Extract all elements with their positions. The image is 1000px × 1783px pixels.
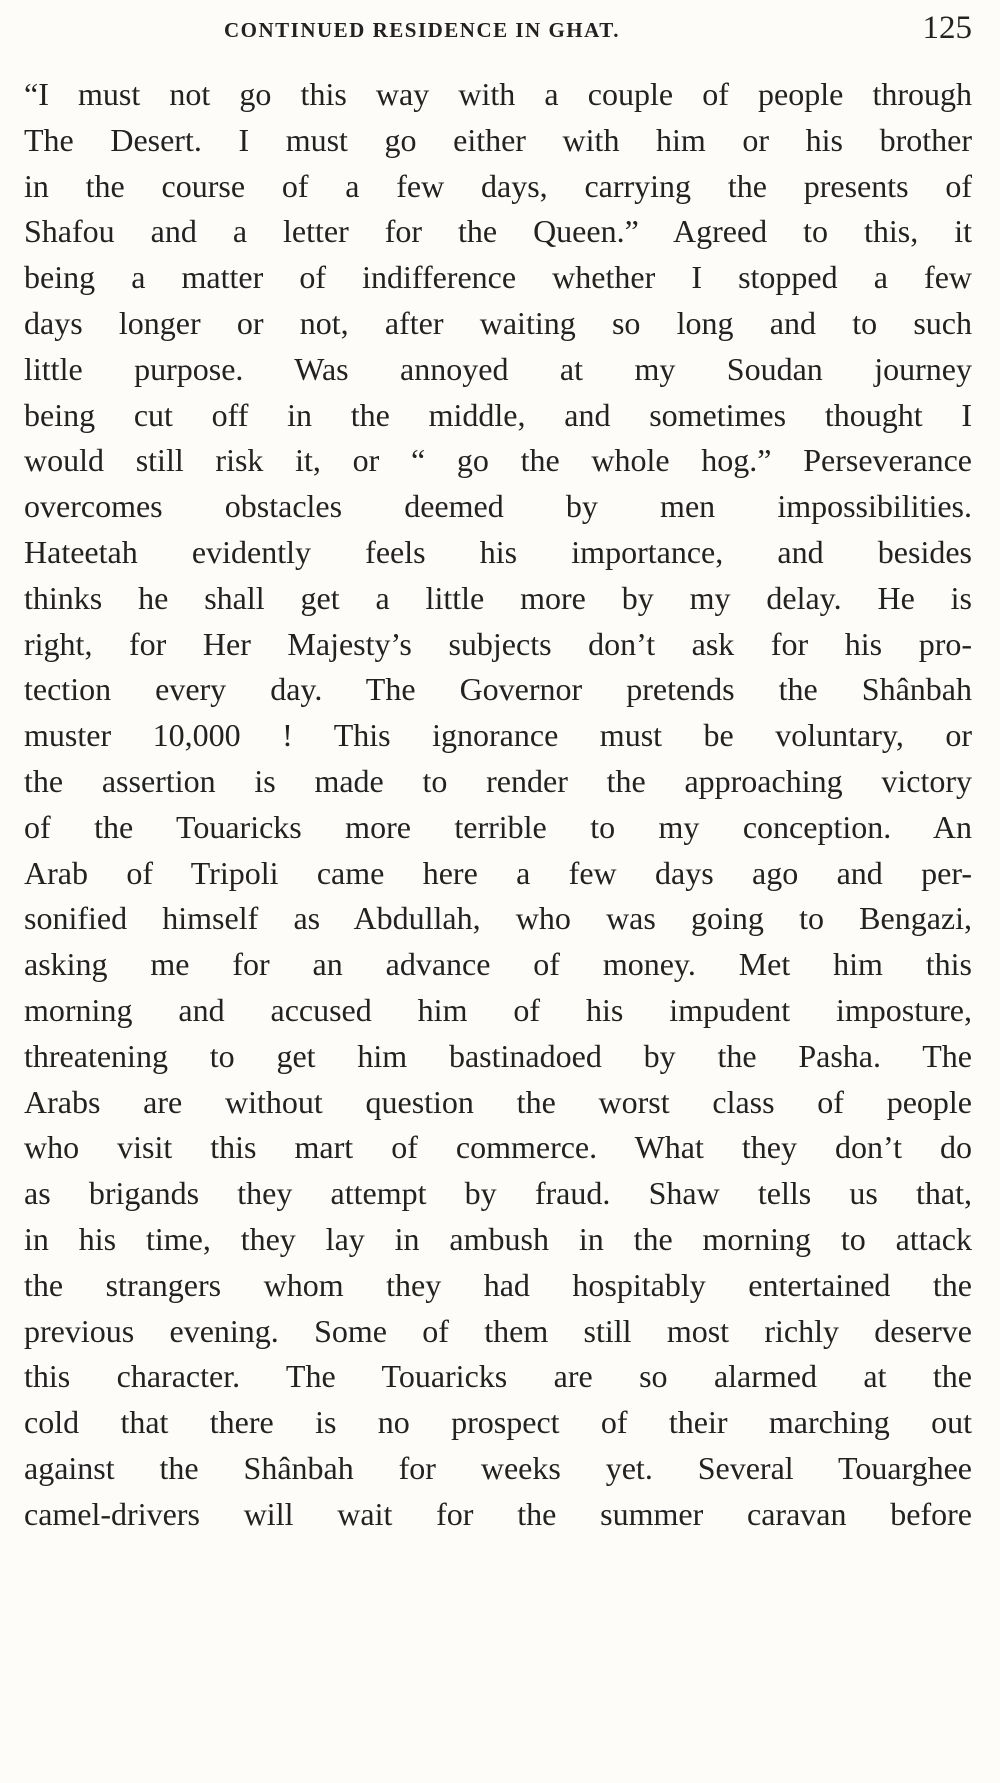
text-line: of the Touaricks more terrible to my conception. An <box>24 808 972 845</box>
text-line: being a matter of indifference whether I stopped a few <box>24 259 972 296</box>
body-text <box>24 76 972 1542</box>
text-line: thinks he shall get a little more by my delay. He is <box>24 579 972 616</box>
text-line: being cut off in the middle, and sometimes thought I <box>24 396 972 433</box>
text-line: this character. The Touaricks are so alarmed at the <box>24 1358 972 1395</box>
text-line: threatening to get him bastinadoed by the Pasha. The <box>24 1037 972 1074</box>
text-line: cold that there is no prospect of their marching out <box>24 1404 972 1441</box>
text-line: Hateetah evidently feels his importance, and besides <box>24 533 972 570</box>
text-line: camel-drivers will wait for the summer caravan before <box>24 1495 972 1532</box>
text-line: Arabs are without question the worst class of people <box>24 1083 972 1120</box>
text-line: the assertion is made to render the approaching victory <box>24 762 972 799</box>
text-line: who visit this mart of commerce. What they don’t do <box>24 1129 972 1166</box>
text-line: right, for Her Majesty’s subjects don’t ask for his pro- <box>24 625 972 662</box>
text-line: in his time, they lay in ambush in the morning to attack <box>24 1220 972 1257</box>
page-number: 125 <box>922 10 972 46</box>
text-line: asking me for an advance of money. Met him this <box>24 946 972 983</box>
text-line: the strangers whom they had hospitably entertained the <box>24 1266 972 1303</box>
text-line: The Desert. I must go either with him or his brother <box>24 121 972 158</box>
page-header <box>24 10 972 50</box>
text-line: days longer or not, after waiting so long and to such <box>24 304 972 341</box>
text-line: tection every day. The Governor pretends the Shânbah <box>24 671 972 708</box>
running-title: CONTINUED RESIDENCE IN GHAT. <box>224 18 620 42</box>
text-line: as brigands they attempt by fraud. Shaw tells us that, <box>24 1175 972 1212</box>
text-line: Shafou and a letter for the Queen.” Agreed to this, it <box>24 213 972 250</box>
text-line: muster 10,000 ! This ignorance must be voluntary, or <box>24 717 972 754</box>
text-line: Arab of Tripoli came here a few days ago and per- <box>24 854 972 891</box>
text-line: in the course of a few days, carrying the presents of <box>24 167 972 204</box>
text-line: little purpose. Was annoyed at my Soudan journey <box>24 350 972 387</box>
text-line: morning and accused him of his impudent imposture, <box>24 991 972 1028</box>
text-line: “I must not go this way with a couple of people through <box>24 76 972 112</box>
text-line: previous evening. Some of them still most richly deserve <box>24 1312 972 1349</box>
text-line: overcomes obstacles deemed by men impossibilities. <box>24 488 972 525</box>
text-line: against the Shânbah for weeks yet. Several Touarghee <box>24 1449 972 1486</box>
text-line: would still risk it, or “ go the whole hog.” Perseverance <box>24 442 972 479</box>
text-line: sonified himself as Abdullah, who was going to Bengazi, <box>24 900 972 937</box>
